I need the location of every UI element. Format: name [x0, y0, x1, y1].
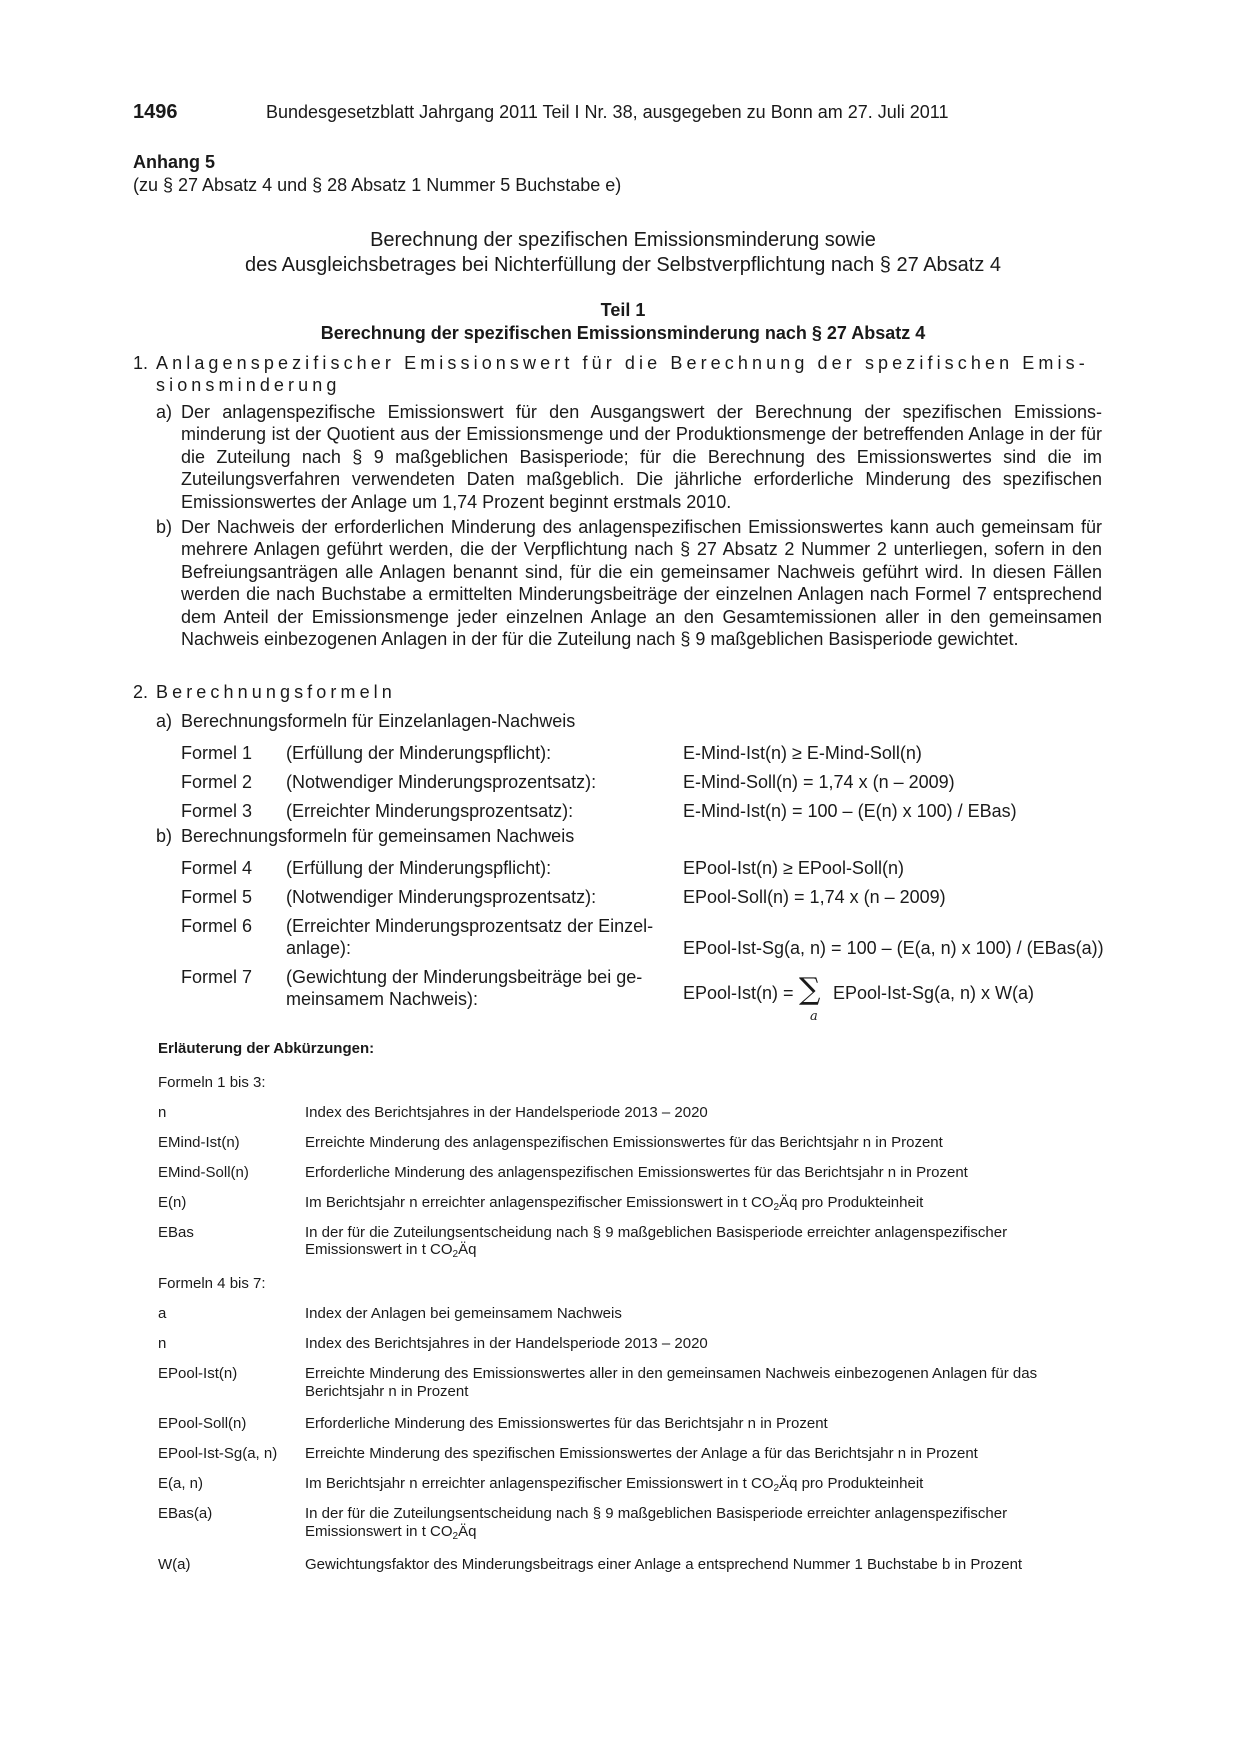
formula-7-description-line2: meinsamem Nachweis):	[286, 989, 479, 1009]
annex-reference: (zu § 27 Absatz 4 und § 28 Absatz 1 Nummer 5 Buchstabe e)	[133, 175, 622, 195]
annex-title: Anhang 5	[133, 152, 216, 172]
formula-7-expression-right: EPool-Ist-Sg(a, n) x W(a)	[833, 983, 1035, 1003]
formula-group-b-title: Berechnungsformeln für gemeinsamen Nachweis	[181, 826, 575, 846]
abbrev-definition: Erforderliche Minderung des anlagenspezifischen Emissionswertes für das Berichtsjahr n in Prozent	[305, 1164, 968, 1181]
formula-6-label: Formel 6	[181, 916, 253, 936]
section1-item-b-text: Der Nachweis der erforderlichen Minderung des anlagenspezifischen Emissionswertes kann auch gemeinsam für mehrere Anlagen geführt werden, die der Verpflichtung nach § 27 Absatz 2 Nummer 2 unterliegen, sofern in den Befreiungsanträgen alle Anlagen benannt sind, für die ein gemeinsamer Nachweis geführt wird. In diesen Fällen werden die nach Buchstabe a ermittelten Minderungsbeiträge der einzelnen Anlagen nach Formel 7 entsprechend dem Anteil der Emissionsmenge jeder einzelnen Anlage an den Gesamtemissionen aller in den gemeinsamen Nachweis einbezogenen Anlagen in der für die Zuteilung nach § 9 maßgeblichen Basisperiode gewichtet.	[181, 517, 1102, 650]
abbreviations-group2-title: Formeln 4 bis 7:	[158, 1275, 266, 1292]
abbrev-definition: Erreichte Minderung des anlagenspezifischen Emissionswertes für das Berichtsjahr n in Prozent	[305, 1134, 943, 1151]
formula-group-a-label: a)	[156, 711, 173, 731]
formula-2-label: Formel 2	[181, 772, 253, 792]
abbrev-term: a	[158, 1305, 167, 1322]
document-title-line2: des Ausgleichsbetrages bei Nichterfüllung der Selbstverpflichtung nach § 27 Absatz 4	[244, 254, 1002, 276]
section1-heading-line2: sionsminderung	[156, 375, 341, 395]
abbrev-definition: Index des Berichtsjahres in der Handelsperiode 2013 – 2020	[305, 1335, 708, 1352]
abbrev-definition: Index der Anlagen bei gemeinsamem Nachweis	[305, 1305, 622, 1322]
formula-3-label: Formel 3	[181, 801, 253, 821]
abbrev-definition-line1: In der für die Zuteilungsentscheidung nach § 9 maßgeblichen Basisperiode erreichter anlagenspezifischer	[305, 1224, 1008, 1241]
page-number: 1496	[133, 101, 178, 123]
formula-4-expression: EPool-Ist(n) ≥ EPool-Soll(n)	[683, 858, 904, 878]
section1-item-a-text: Der anlagenspezifische Emissionswert für den Ausgangswert der Berechnung der spezifischen Emissionsminderung ist der Quotient aus der Emissionsmenge und der Produktionsmenge der betreffenden Anlage in der für die Zuteilung nach § 9 maßgeblichen Basisperiode; für die Berechnung des Emissionswertes sind die im Zuteilungsverfahren verwendeten Daten maßgeblich. Die jährliche erforderliche Minderung des spezifischen Emissionswertes der Anlage um 1,74 Prozent beginnt erstmals 2010.	[181, 402, 1102, 512]
formula-1-label: Formel 1	[181, 743, 253, 763]
formula-group-a-title: Berechnungsformeln für Einzelanlagen-Nachweis	[181, 711, 576, 731]
formula-7-label: Formel 7	[181, 967, 253, 987]
formula-7-sum-index: a	[810, 1009, 818, 1024]
section1-heading-line1: Anlagenspezifischer Emissionswert für die Berechnung der spezifischen Emis-	[156, 353, 1089, 373]
formula-1-description: (Erfüllung der Minderungspflicht):	[286, 743, 552, 763]
formula-1-expression: E-Mind-Ist(n) ≥ E-Mind-Soll(n)	[683, 743, 922, 763]
section2-number: 2.	[133, 682, 149, 702]
abbrev-definition: Erreichte Minderung des spezifischen Emissionswertes der Anlage a für das Berichtsjahr n in Prozent	[305, 1445, 978, 1462]
abbrev-term: EPool-Soll(n)	[158, 1415, 247, 1432]
abbrev-definition-line1: Erreichte Minderung des Emissionswertes aller in den gemeinsamen Nachweis einbezogenen Anlagen für das	[305, 1365, 1038, 1382]
formula-7-sum-symbol: ∑	[799, 972, 821, 1007]
section2-heading: Berechnungsformeln	[156, 682, 396, 702]
abbrev-term: E(n)	[158, 1194, 187, 1211]
formula-2-expression: E-Mind-Soll(n) = 1,74 x (n – 2009)	[683, 772, 955, 792]
abbreviations-heading: Erläuterung der Abkürzungen:	[158, 1040, 375, 1057]
abbrev-definition: Erforderliche Minderung des Emissionswertes für das Berichtsjahr n in Prozent	[305, 1415, 828, 1432]
formula-group-b-label: b)	[156, 826, 173, 846]
abbreviations-group1-title: Formeln 1 bis 3:	[158, 1074, 266, 1091]
formula-5-expression: EPool-Soll(n) = 1,74 x (n – 2009)	[683, 887, 946, 907]
section1-number: 1.	[133, 353, 149, 373]
formula-6-description-line2: anlage):	[286, 938, 352, 958]
abbrev-definition-line1: In der für die Zuteilungsentscheidung nach § 9 maßgeblichen Basisperiode erreichter anlagenspezifischer	[305, 1505, 1008, 1522]
abbrev-term: EMind-Ist(n)	[158, 1134, 240, 1151]
abbrev-definition: Gewichtungsfaktor des Minderungsbeitrags einer Anlage a entsprechend Nummer 1 Buchstabe b in Prozent	[305, 1556, 1023, 1573]
abbrev-term: n	[158, 1104, 167, 1121]
formula-3-expression: E-Mind-Ist(n) = 100 – (E(n) x 100) / EBas)	[683, 801, 1017, 821]
abbrev-definition-line2: Emissionswert in t $CO_2Äq$	[305, 1241, 477, 1260]
formula-4-label: Formel 4	[181, 858, 253, 878]
formula-7-description-line1: (Gewichtung der Minderungsbeiträge bei ge-	[286, 967, 643, 987]
formula-6-expression: EPool-Ist-Sg(a, n) = 100 – (E(a, n) x 100) / (EBas(a))	[683, 938, 1104, 958]
section1-item-b-label: b)	[156, 517, 173, 537]
abbrev-definition: Index des Berichtsjahres in der Handelsperiode 2013 – 2020	[305, 1104, 708, 1121]
abbrev-term: EPool-Ist-Sg(a, n)	[158, 1445, 278, 1462]
formula-5-label: Formel 5	[181, 887, 253, 907]
formula-6-description-line1: (Erreichter Minderungsprozentsatz der Einzel-	[286, 916, 654, 936]
abbrev-definition: Im Berichtsjahr n erreichter anlagenspezifischer Emissionswert in t $CO_2Äq$ pro Produkteinheit	[305, 1194, 924, 1213]
part-label: Teil 1	[600, 300, 646, 320]
formula-7-expression-left: EPool-Ist(n) =	[683, 983, 794, 1003]
abbrev-definition-line2: Emissionswert in t $CO_2Äq$	[305, 1523, 477, 1542]
abbrev-term: EBas	[158, 1224, 194, 1241]
abbrev-term: EBas(a)	[158, 1505, 213, 1522]
part-title: Berechnung der spezifischen Emissionsminderung nach § 27 Absatz 4	[320, 323, 926, 343]
formula-5-description: (Notwendiger Minderungsprozentsatz):	[286, 887, 597, 907]
abbrev-term: n	[158, 1335, 167, 1352]
formula-3-description: (Erreichter Minderungsprozentsatz):	[286, 801, 574, 821]
abbrev-definition: Im Berichtsjahr n erreichter anlagenspezifischer Emissionswert in t $CO_2Äq$ pro Produkteinheit	[305, 1475, 924, 1494]
formula-2-description: (Notwendiger Minderungsprozentsatz):	[286, 772, 597, 792]
section1-item-a-label: a)	[156, 402, 173, 422]
abbrev-term: W(a)	[158, 1556, 191, 1573]
abbrev-definition-line2: Berichtsjahr n in Prozent	[305, 1383, 469, 1400]
document-title-line1: Berechnung der spezifischen Emissionsminderung sowie	[370, 229, 876, 251]
running-header: Bundesgesetzblatt Jahrgang 2011 Teil I Nr. 38, ausgegeben zu Bonn am 27. Juli 2011	[266, 102, 949, 122]
abbrev-term: EPool-Ist(n)	[158, 1365, 238, 1382]
formula-4-description: (Erfüllung der Minderungspflicht):	[286, 858, 552, 878]
abbrev-term: EMind-Soll(n)	[158, 1164, 249, 1181]
abbrev-term: E(a, n)	[158, 1475, 204, 1492]
